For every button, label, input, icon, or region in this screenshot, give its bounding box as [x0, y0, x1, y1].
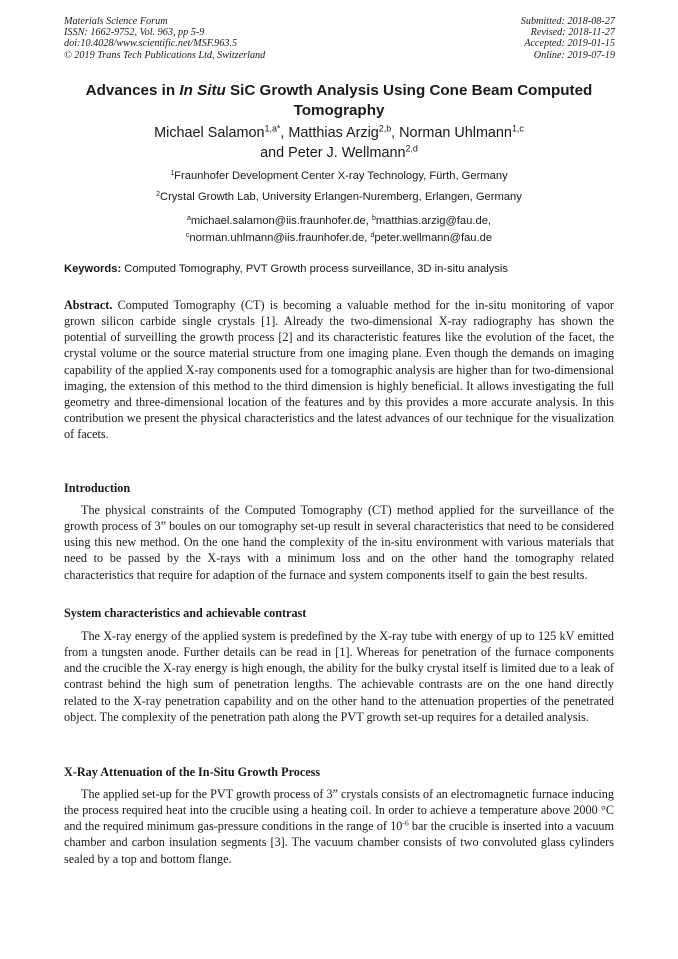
email-d-mark: d [370, 231, 375, 239]
email-list [60, 213, 618, 246]
abstract-label: Abstract. [64, 298, 113, 312]
accepted-date: Accepted: 2019-01-15 [524, 38, 615, 50]
title-part-2: SiC Growth Analysis Using Cone Beam Computed Tomography [225, 82, 593, 119]
affiliation-2-mark: 2 [156, 190, 160, 198]
email-d[interactable]: peter.wellmann@fau.de [374, 231, 493, 244]
author-4: and Peter J. Wellmann [260, 144, 406, 161]
xray-text [64, 786, 614, 867]
title-italic: In Situ [179, 82, 226, 99]
author-list [60, 124, 618, 163]
author-2: , Matthias Arzig [280, 125, 379, 141]
pressure-exponent: -6 [402, 818, 409, 828]
xray-text-part-1: The applied set-up for the PVT growth process of 3” crystals consists of an electromagnetic furnace inducing the process required heat into the crucible using a heating coil. In order to achieve a temperature above 2000 °C and the required minimum gas-pressure conditions in the range of 10 [64, 787, 614, 834]
introduction-text: The physical constraints of the Computed Tomography (CT) method applied for the surveillance of the growth process of 3” boules on our tomography set-up result in several characteristics that need to be considered using this new method. On the one hand the complexity of the in-situ environment with various materials that need to be passed by the X-rays with a minimum loss and on the other hand the tomography related characteristics that require for adaption of the furnace and system components itself to gain the best results. [64, 503, 614, 582]
author-2-affil: 2,b [378, 123, 392, 134]
xray-text-part-2: bar the crucible is inserted into a vacuum chamber and carbon insulation segments [3]. The vacuum chamber consists of two convoluted glass cylinders sealed by a top and bottom flange. [64, 819, 614, 866]
doi-line[interactable]: doi:10.4028/www.scientific.net/MSF.963.5 [64, 38, 238, 50]
abstract [64, 297, 614, 442]
title-part-1: Advances in [85, 82, 180, 99]
affiliation-2 [60, 190, 618, 204]
system-heading: System characteristics and achievable contrast [64, 606, 307, 620]
revised-date: Revised: 2018-11-27 [530, 27, 615, 39]
xray-heading: X-Ray Attenuation of the In-Situ Growth Process [64, 765, 321, 779]
keywords [64, 262, 624, 276]
keywords-label: Keywords: [64, 263, 122, 275]
affiliation-1 [60, 169, 618, 183]
email-a-mark: a [186, 214, 191, 222]
affiliation-1-mark: 1 [170, 169, 175, 177]
author-1-affil: 1,a* [264, 123, 281, 134]
author-1: Michael Salamon [154, 125, 265, 141]
system-text: The X-ray energy of the applied system is predefined by the X-ray tube with energy of up to 125 kV emitted from a tungsten anode. Further details can be read in [1]. Whereas for penetration of the furnace components and the crucible the X-ray energy is high enough, the ability for the bulky crystal itself is limited due to a leak of contrast behind the high sum of penetration lengths. The achievable contrasts are on the one hand directly related to the X-ray penetration capability and on the other hand to the attenuation properties of the penetrated object. The complexity of the penetration path along the PVT growth set-up requires for a detailed analysis. [64, 629, 614, 724]
author-3-affil: 1,c [511, 123, 524, 134]
journal-info [64, 16, 265, 61]
affiliation-1-text: Fraunhofer Development Center X-ray Technology, Fürth, Germany [174, 170, 508, 182]
email-c[interactable]: norman.uhlmann@iis.fraunhofer.de, [189, 231, 371, 244]
online-date: Online: 2019-07-19 [533, 49, 615, 61]
submission-dates [521, 16, 615, 61]
email-a[interactable]: michael.salamon@iis.fraunhofer.de, [190, 215, 372, 227]
issn-line: ISSN: 1662-9752, Vol. 963, pp 5-9 [64, 27, 205, 39]
email-b-mark: b [371, 214, 376, 222]
abstract-text: Computed Tomography (CT) is becoming a valuable method for the in-situ monitoring of vapor grown silicon carbide single crystals [1]. Already the two-dimensional X-ray radiography has shown the potential of surveilling the growth process [2] and its characteristic features like the evolution of the facet, the crystal volume or the source material structure from one imaging plane. Even though the demands on imaging capability of the applied X-ray components used for a tomographic analysis are higher than for two-dimensional imaging, the extension of this method to the third dimension is highly beneficial. It allows investigating the full geometry and three-dimensional location of the features and by this provides a more accurate analysis. In this contribution we present the physical characteristics and the latest advances of our technique for the visualization of facets. [64, 298, 614, 442]
email-c-mark: c [185, 231, 190, 239]
affiliation-2-text: Crystal Growth Lab, University Erlangen-Nuremberg, Erlangen, Germany [159, 191, 522, 203]
keywords-text: Computed Tomography, PVT Growth process surveillance, 3D in-situ analysis [121, 263, 508, 275]
author-3: , Norman Uhlmann [391, 125, 512, 141]
introduction-heading: Introduction [64, 481, 131, 495]
author-4-affil: 2,d [405, 143, 418, 154]
email-b[interactable]: matthias.arzig@fau.de, [375, 215, 492, 227]
copyright-line: © 2019 Trans Tech Publications Ltd, Switzerland [64, 49, 266, 61]
journal-name: Materials Science Forum [64, 16, 168, 27]
submitted-date: Submitted: 2018-08-27 [520, 16, 615, 27]
paper-title [60, 81, 618, 121]
